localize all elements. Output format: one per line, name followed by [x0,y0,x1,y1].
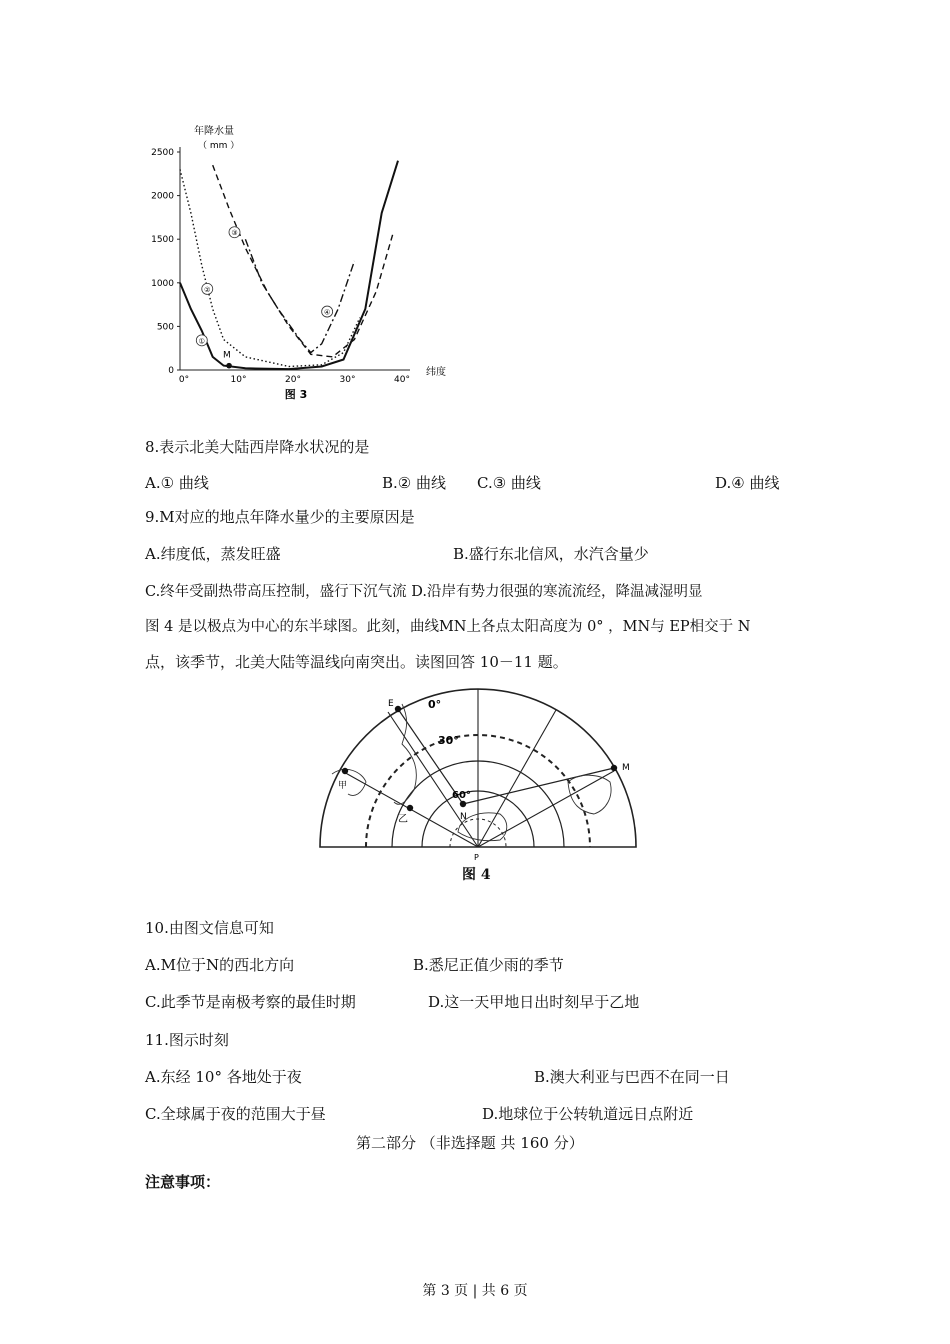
y-tick-label: 2500 [151,148,174,158]
figure4-intro-line1: 图 4 是以极点为中心的东半球图。此刻，曲线MN上各点太阳高度为 0° ，MN与 EP相交于 N [145,619,751,635]
label-jia: 甲 [338,781,348,791]
q8-option-a: A.① 曲线 [145,474,209,492]
figure4-intro-line2: 点，该季节，北美大陆等温线向南突出。读图回答 10－11 题。 [145,653,568,671]
figure3-caption: 图 3 [284,388,308,401]
question-8: 8.表示北美大陆西岸降水状况的是 [145,438,370,456]
label-n: N [460,812,467,822]
label-lat-30: 30° [438,734,459,747]
q10-option-a: A.M位于N的西北方向 [145,956,295,974]
mn-line [463,768,614,804]
point-m-dot [226,363,232,369]
q10-option-d: D.这一天甲地日出时刻早于乙地 [428,993,640,1011]
australia-outline [568,775,611,814]
meridian-lines [342,689,614,847]
polar-map-figure [310,682,650,887]
question-9: 9.M对应的地点年降水量少的主要原因是 [145,508,415,526]
y-tick-label: 500 [156,322,174,333]
q9-option-a: A.纬度低，蒸发旺盛 [145,545,281,563]
question-10: 10.由图文信息可知 [145,919,274,937]
point-m-marker [611,765,617,771]
x-tick-label: 0° [178,375,190,385]
q8-option-c: C.③ 曲线 [477,474,541,492]
x-tick-label: 30° [339,375,356,385]
notice-heading: 注意事项： [145,1173,221,1191]
series-line-solid [180,161,398,369]
point-n-marker [460,801,466,807]
q11-option-b: B.澳大利亚与巴西不在同一日 [534,1068,730,1086]
part-two-heading: 第二部分 （非选择题 共 160 分） [356,1134,584,1152]
label-p: P [474,853,479,862]
y-tick-label: 0 [168,366,174,376]
x-axis-label: 纬度 [426,367,446,378]
q8-option-b: B.② 曲线 [382,474,447,492]
y-axis-label: 年降水量 [194,126,234,137]
q10-option-b: B.悉尼正值少雨的季节 [413,956,564,974]
y-axis-unit: （ mm ） [198,141,240,151]
q10-option-c: C.此季节是南极考察的最佳时期 [145,993,356,1011]
y-tick-label: 1500 [151,235,174,246]
point-e-marker [395,706,401,712]
series-label: ② [204,285,211,294]
series-label: ③ [231,229,238,238]
question-11: 11.图示时刻 [145,1031,229,1049]
x-tick-label: 10° [230,375,247,385]
label-m: M [622,763,630,773]
q11-option-c: C.全球属于夜的范围大于昼 [145,1105,326,1123]
q9-option-b: B.盛行东北信风，水汽含量少 [453,545,649,563]
label-lat-0: 0° [428,698,442,711]
q9-options-cd: C.终年受副热带高压控制，盛行下沉气流 D.沿岸有势力很强的寒流流经，降温减湿明显 [145,584,703,600]
point-yi-marker [407,805,413,811]
q11-option-d: D.地球位于公转轨道远日点附近 [482,1105,694,1123]
x-tick-label: 40° [394,375,410,385]
series-line-dashed [213,165,393,357]
label-e: E [388,699,394,709]
x-tick-label: 20° [285,375,301,385]
figure4-caption: 图 4 [462,867,491,883]
point-m-label: M [223,350,231,361]
label-lat-60: 60° [452,790,471,801]
label-yi: 乙 [398,814,408,825]
point-jia-marker [342,768,348,774]
y-tick-label: 2000 [151,191,174,202]
precipitation-chart [140,120,470,410]
q8-option-d: D.④ 曲线 [715,474,780,492]
page-footer: 第 3 页 | 共 6 页 [422,1283,528,1299]
series-line-dashdot [245,239,354,352]
series-label: ④ [324,308,331,317]
series-line-dotted [180,169,360,366]
q11-option-a: A.东经 10° 各地处于夜 [145,1068,302,1086]
series-label: ① [198,337,205,346]
y-tick-label: 1000 [151,278,174,289]
